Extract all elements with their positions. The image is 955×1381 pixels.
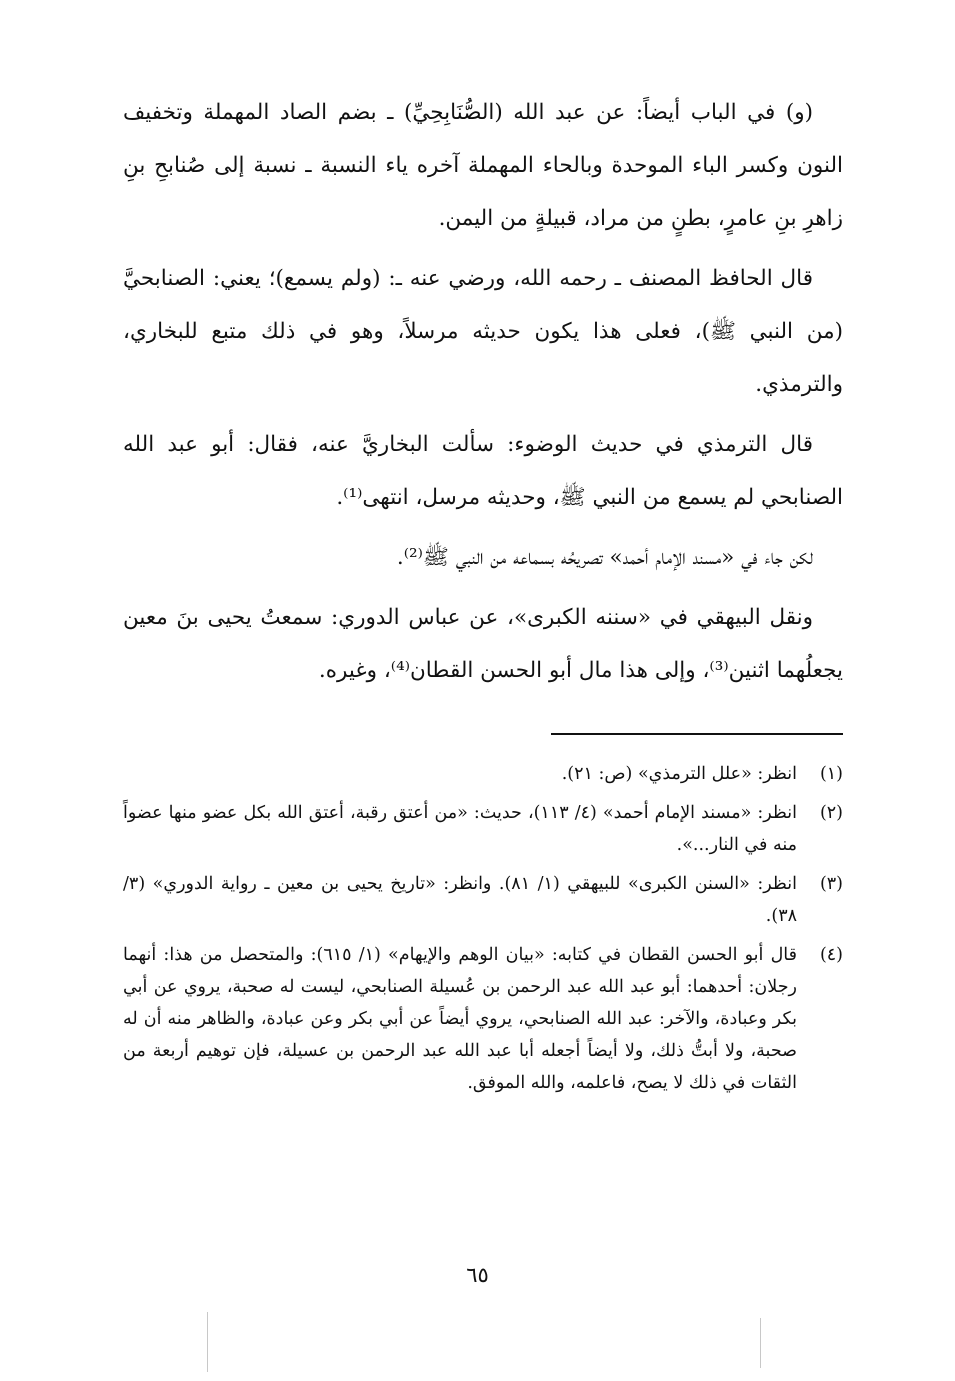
footnote-number: (١) [819,764,843,784]
footnote-number: (٢) [819,803,843,823]
paragraph-musnad-ahmad: لكن جاء في «مسند الإمام أحمد» تصريحُه بسماعه من النبي ﷺ⁽²⁾. [396,545,813,570]
paragraph-bayhaqi: ونقل البيهقي في «سننه الكبرى»، عن عباس الدوري: سمعتُ يحيى بنَ معين يجعلُهما اثنين⁽³⁾، وإلى هذا مال أبو الحسن القطان⁽⁴⁾، وغيره. [123,605,843,683]
scan-artifact-line [207,1312,208,1372]
footnote-divider [551,733,843,735]
footnote-number: (٣) [819,874,843,894]
footnote-text: انظر: «علل الترمذي» (ص: ٢١). [561,764,797,784]
footnote-text: انظر: «السنن الكبرى» للبيهقي (١/ ٨١). وانظر: «تاريخ يحيى بن معين ـ رواية الدوري» (٣/ ٣٨). [123,874,797,926]
footnote-item [123,797,843,861]
footnote-item [123,758,843,790]
main-text-body [123,86,843,704]
paragraph-author-comment: قال الحافظ المصنف ـ رحمه الله، ورضي عنه ـ: (ولم يسمع)؛ يعني: الصنابحيَّ (من النبي ﷺ)، فعلى هذا يكون حديثه مرسلاً، وهو في ذلك متبع للبخاري، والترمذي. [123,266,843,397]
footnote-text: انظر: «مسند الإمام أحمد» (٤/ ١١٣)، حديث: «من أعتق رقبة، أعتق الله بكل عضو منها عضواً منه في النار...». [123,803,797,855]
footnote-text: قال أبو الحسن القطان في كتابه: «بيان الوهم والإيهام» (١/ ٦١٥): والمتحصل من هذا: أنهما رجلان: أحدهما: أبو عبد الله عبد الرحمن بن عُسيلة الصنابحي، ليست له صحبة، يروي عن أبي بكر وعبادة، والآخر: عبد الله الصنابحي، يروي أيضاً عن أبي بكر وعن عبادة، والظاهر منه أن له صحبة، ولا أبتُّ ذلك، ولا أيضاً أجعله أبا عبد الله عبد الرحمن بن عسيلة، فإن توهيم أربعة من الثقات في ذلك لا يصح، فاعلمه، والله الموفق. [123,945,798,1093]
footnote-number: (٤) [819,945,843,965]
paragraph-tirmidhi-quote: قال الترمذي في حديث الوضوء: سألت البخاريَّ عنه، فقال: أبو عبد الله الصنابحي لم يسمع من النبي ﷺ، وحديثه مرسل، انتهى⁽¹⁾. [123,432,843,510]
scan-artifact-line [760,1318,761,1368]
footnotes-section [123,758,843,1106]
paragraph-sunabihi-definition: (و) في الباب أيضاً: عن عبد الله (الصُّنَابِحِيِّ) ـ بضم الصاد المهملة وتخفيف النون وكسر الباء الموحدة وبالحاء المهملة آخره ياء النسبة ـ نسبة إلى صُنابحِ بنِ زاهرِ بنِ عامرٍ، بطنٍ من مراد، قبيلةٍ من اليمن. [123,100,843,231]
footnote-item [123,939,843,1099]
footnote-item [123,868,843,932]
page-number: ٦٥ [466,1263,489,1287]
